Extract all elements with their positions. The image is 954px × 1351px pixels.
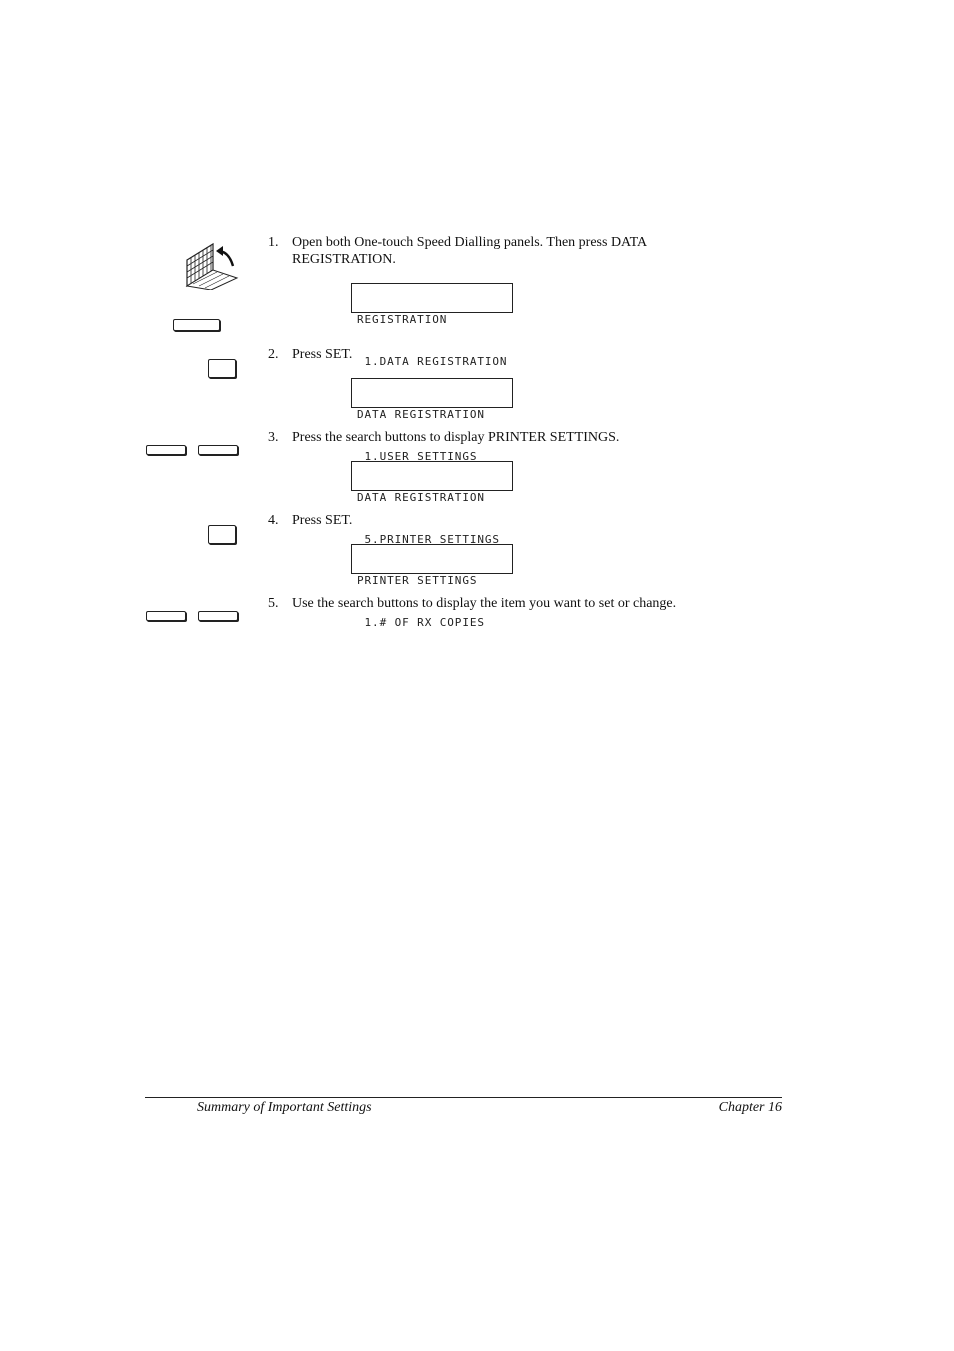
set-button[interactable] [208,359,236,378]
data-registration-button[interactable] [173,319,220,331]
search-right-button[interactable] [198,445,238,455]
footer-section-title: Summary of Important Settings [197,1100,372,1115]
step-1-text: Open both One-touch Speed Dialling panels. Then press DATA REGISTRATION. [292,235,647,267]
footer-chapter: Chapter 16 [718,1100,782,1115]
lcd-display-3 [351,461,513,546]
step-4-text: Press SET. [292,513,353,528]
lcd-line: 1.# OF RX COPIES [357,616,485,629]
step-4-number: 4. [268,513,279,528]
lcd-display-2 [351,378,513,463]
lcd-line: DATA REGISTRATION [357,408,485,421]
lcd-display-4 [351,544,513,629]
lcd-line: 1.USER SETTINGS [357,450,478,463]
step-5-text: Use the search buttons to display the item you want to set or change. [292,596,677,611]
step-5-number: 5. [268,596,279,611]
panel-open-icon [183,238,241,290]
lcd-display-1 [351,283,513,368]
step-1-number: 1. [268,235,279,250]
lcd-line: REGISTRATION [357,313,448,326]
footer-rule [145,1097,782,1098]
step-2-text: Press SET. [292,347,353,362]
step-3-text: Press the search buttons to display PRINTER SETTINGS. [292,430,620,445]
step-3-number: 3. [268,430,279,445]
search-right-button[interactable] [198,611,238,621]
set-button[interactable] [208,525,236,544]
lcd-line: 1.DATA REGISTRATION [357,355,508,368]
step-2-number: 2. [268,347,279,362]
search-left-button[interactable] [146,611,186,621]
lcd-line: PRINTER SETTINGS [357,574,478,587]
lcd-line: DATA REGISTRATION [357,491,485,504]
search-left-button[interactable] [146,445,186,455]
lcd-line: 5.PRINTER SETTINGS [357,533,500,546]
